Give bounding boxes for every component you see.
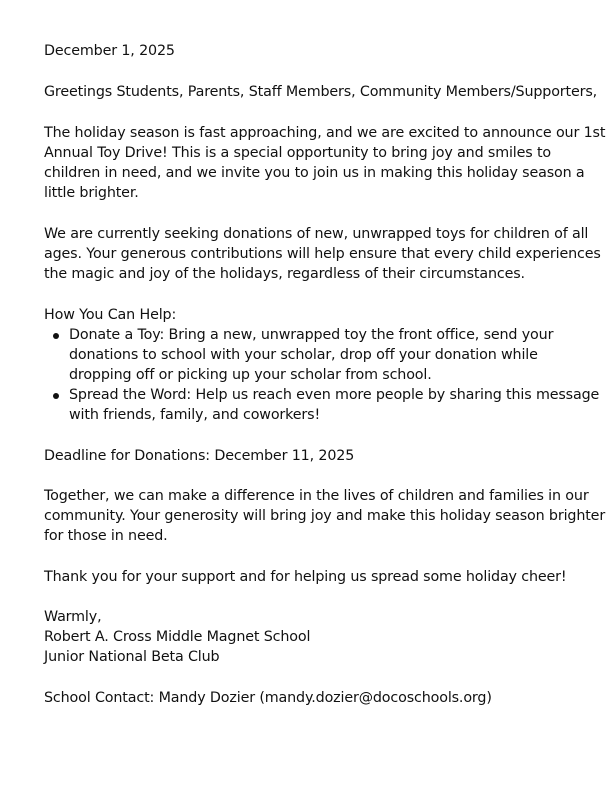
closing: Warmly, [44,609,102,625]
bullet-line: Spread the Word: Help us reach even more people by sharing this message [69,387,600,403]
together-line: for those in need. [44,528,168,544]
bullet-line: dropping off or picking up your scholar from school. [69,367,432,383]
letter-greeting: Greetings Students, Parents, Staff Members, Community Members/Supporters, [44,84,598,100]
intro-line: children in need, and we invite you to join us in making this holiday season a [44,165,585,181]
bullet-dot [53,333,59,339]
together-line: Together, we can make a difference in the lives of children and families in our [44,488,589,504]
school-contact: School Contact: Mandy Dozier (mandy.dozier@docoschools.org) [44,690,492,706]
bullet-dot [53,393,59,399]
seeking-line: the magic and joy of the holidays, regardless of their circumstances. [44,266,525,282]
thanks-line: Thank you for your support and for helping us spread some holiday cheer! [44,569,567,585]
seeking-line: ages. Your generous contributions will help ensure that every child experiences [44,246,601,262]
help-heading: How You Can Help: [44,307,177,323]
bullet-line: Donate a Toy: Bring a new, unwrapped toy the front office, send your [69,327,554,343]
bullet-line: donations to school with your scholar, drop off your donation while [69,347,538,363]
letter-date: December 1, 2025 [44,43,175,59]
signature-club: Junior National Beta Club [44,649,220,665]
intro-line: little brighter. [44,185,139,201]
intro-line: Annual Toy Drive! This is a special opportunity to bring joy and smiles to [44,145,552,161]
bullet-line: with friends, family, and coworkers! [69,407,321,423]
deadline: Deadline for Donations: December 11, 2025 [44,448,355,464]
signature-school: Robert A. Cross Middle Magnet School [44,629,311,645]
seeking-line: We are currently seeking donations of new, unwrapped toys for children of all [44,226,589,242]
intro-line: The holiday season is fast approaching, and we are excited to announce our 1st [44,125,606,141]
together-line: community. Your generosity will bring joy and make this holiday season brighter [44,508,606,524]
